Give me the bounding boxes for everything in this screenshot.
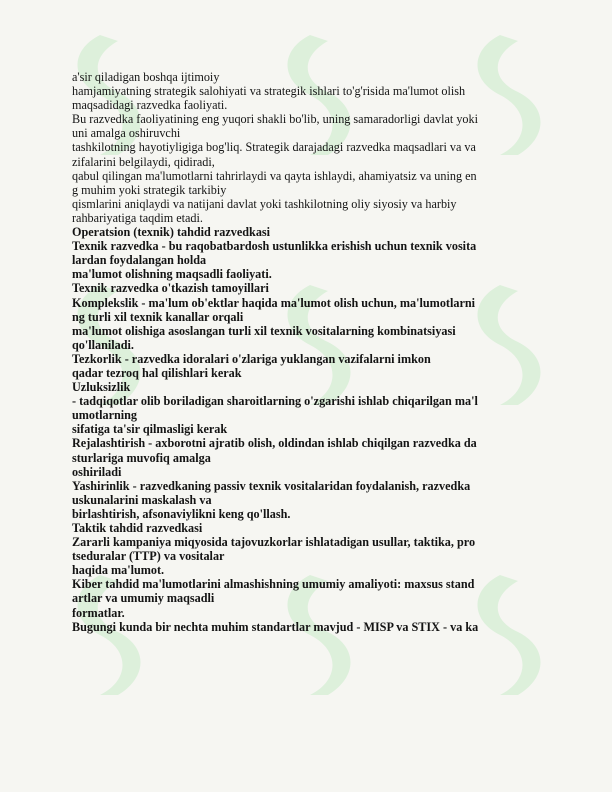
bold-text-line: Rejalashtirish - axborotni ajratib olish, oldindan ishlab chiqilgan razvedka da	[72, 436, 477, 451]
bold-text-line: ng turli xil texnik kanallar orqali	[72, 309, 244, 324]
bold-text-line: sifatiga ta'sir qilmasligi kerak	[72, 422, 228, 437]
bold-text-line: ma'lumot olishning maqsadli faoliyati.	[72, 267, 272, 282]
text-line: hamjamiyatning strategik salohiyati va strategik ishlari to'g'risida ma'lumot olish	[72, 84, 466, 99]
bold-text-line: artlar va umumiy maqsadli	[72, 591, 215, 606]
bold-text-line: uskunalarini maskalash va	[72, 492, 212, 507]
text-line: maqsadidagi razvedka faoliyati.	[72, 98, 228, 113]
bold-text-line: formatlar.	[72, 605, 125, 620]
document-body	[72, 70, 542, 634]
bold-text-line: oshiriladi	[72, 464, 122, 479]
bold-text-line: Bugungi kunda bir nechta muhim standartlar mavjud - MISP va STIX - va ka	[72, 619, 479, 634]
text-line: Bu razvedka faoliyatining eng yuqori shakli bo'lib, uning samaradorligi davlat yoki	[72, 112, 478, 127]
bold-text-line: Kiber tahdid ma'lumotlarini almashishning umumiy amaliyoti: maxsus stand	[72, 577, 475, 592]
text-line: zifalarini belgilaydi, qidiradi,	[72, 154, 215, 169]
bold-text-line: Komplekslik - ma'lum ob'ektlar haqida ma'lumot olish uchun, ma'lumotlarni	[72, 295, 476, 310]
text-line: qabul qilingan ma'lumotlarni tahrirlaydi va qayta ishlaydi, ahamiyatsiz va uning en	[72, 168, 477, 183]
bold-text-line: Texnik razvedka o'tkazish tamoyillari	[72, 281, 269, 296]
bold-text-line: Uzluksizlik	[72, 380, 131, 395]
bold-text-line: - tadqiqotlar olib boriladigan sharoitlarning o'zgarishi ishlab chiqarilgan ma'l	[72, 394, 478, 409]
bold-text-line: Taktik tahdid razvedkasi	[72, 521, 203, 535]
bold-text-line: Texnik razvedka - bu raqobatbardosh ustunlikka erishish uchun texnik vosita	[72, 239, 477, 254]
text-line: rahbariyatiga taqdim etadi.	[72, 210, 203, 225]
bold-text-line: haqida ma'lumot.	[72, 563, 165, 578]
bold-text-line: qo'llaniladi.	[72, 337, 134, 352]
bold-text-line: Operatsion (texnik) tahdid razvedkasi	[72, 225, 271, 240]
bold-text-line: birlashtirish, afsonaviylikni keng qo'llash.	[72, 506, 291, 521]
bold-text-line: Tezkorlik - razvedka idoralari o'zlariga yuklangan vazifalarni imkon	[72, 351, 431, 366]
bold-text-line: umotlarning	[72, 408, 138, 423]
text-line: g muhim yoki strategik tarkibiy	[72, 182, 227, 197]
bold-text-line: qadar tezroq hal qilishlari kerak	[72, 365, 242, 380]
bold-text-line: Zararli kampaniya miqyosida tajovuzkorlar ishlatadigan usullar, taktika, pro	[72, 535, 476, 550]
text-line: tashkilotning hayotiyligiga bog'liq. Strategik darajadagi razvedka maqsadlari va va	[72, 140, 476, 155]
bold-text-line: sturlariga muvofiq amalga	[72, 450, 211, 465]
bold-text-line: lardan foydalangan holda	[72, 253, 207, 268]
text-line: qismlarini aniqlaydi va natijani davlat yoki tashkilotning oliy siyosiy va harbiy	[72, 196, 457, 211]
bold-text-line: Yashirinlik - razvedkaning passiv texnik vositalaridan foydalanish, razvedka	[72, 478, 471, 493]
bold-text-line: ma'lumot olishiga asoslangan turli xil texnik vositalarning kombinatsiyasi	[72, 323, 456, 338]
bold-text-line: tseduralar (TTP) va vositalar	[72, 549, 225, 564]
text-line: uni amalga oshiruvchi	[72, 126, 181, 141]
text-line: a'sir qiladigan boshqa ijtimoiy	[72, 70, 220, 84]
